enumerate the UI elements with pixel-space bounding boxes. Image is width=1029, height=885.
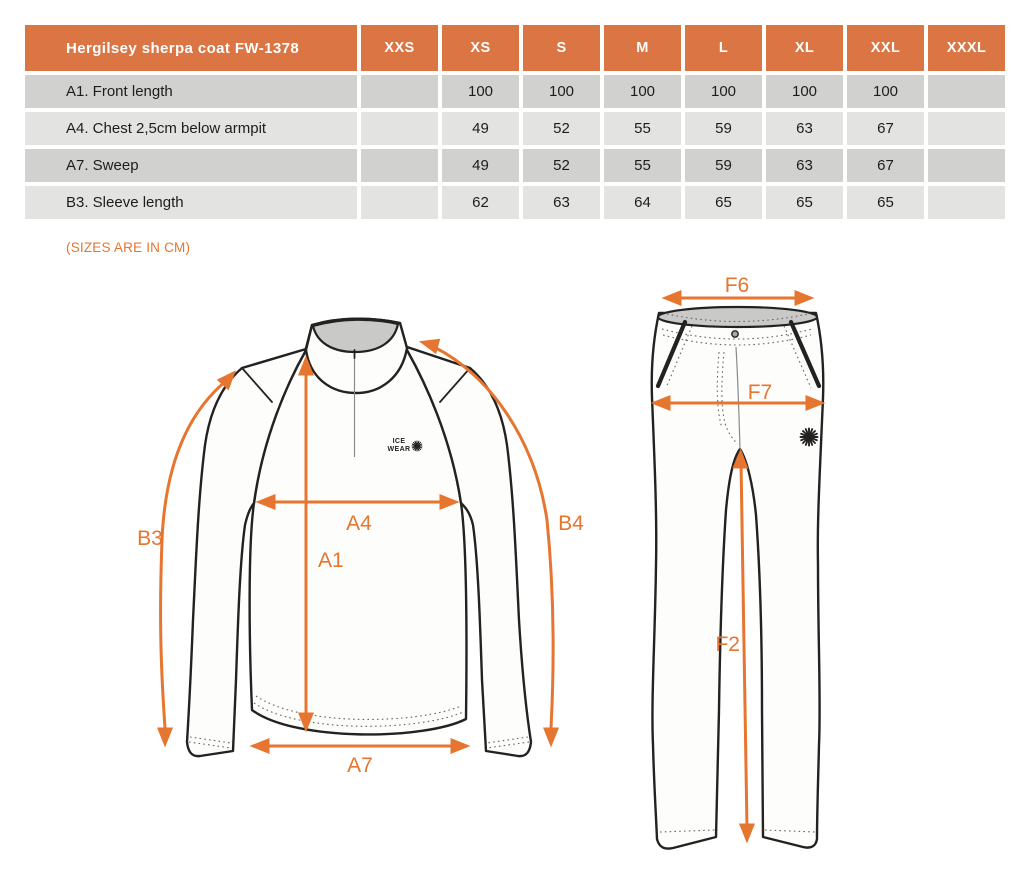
size-value-cell: 62 xyxy=(442,186,519,219)
row-label-chest: A4. Chest 2,5cm below armpit xyxy=(25,112,357,145)
arrowhead-f2-bottom xyxy=(739,824,755,844)
jacket-drawing xyxy=(187,319,531,756)
label-b3: B3 xyxy=(137,527,163,550)
arrowhead-b3-bottom xyxy=(157,728,173,748)
size-value-cell: 65 xyxy=(685,186,762,219)
arrowhead-a7-right xyxy=(451,738,471,754)
size-header-l: L xyxy=(685,25,762,71)
label-a7: A7 xyxy=(347,754,373,777)
size-header-s: S xyxy=(523,25,600,71)
size-value-cell: 55 xyxy=(604,112,681,145)
pants-snowflake-icon xyxy=(801,429,818,446)
size-value-cell: 100 xyxy=(442,75,519,108)
pants-button xyxy=(732,331,738,337)
size-value-cell: 63 xyxy=(523,186,600,219)
icewear-logo-line1: ICE xyxy=(392,438,406,445)
size-header-xxl: XXL xyxy=(847,25,924,71)
arrowhead-b4-bottom xyxy=(543,728,559,748)
arrowhead-a7-left xyxy=(250,738,270,754)
size-value-cell: 55 xyxy=(604,149,681,182)
size-header-xl: XL xyxy=(766,25,843,71)
size-value-cell: 63 xyxy=(766,149,843,182)
size-value-cell: 49 xyxy=(442,112,519,145)
icewear-logo-snowflake-icon xyxy=(412,441,422,451)
size-header-xxs: XXS xyxy=(361,25,438,71)
label-f2: F2 xyxy=(715,633,740,656)
pants-drawing xyxy=(652,307,823,849)
arrowhead-f6-right xyxy=(795,290,815,306)
size-header-m: M xyxy=(604,25,681,71)
size-header-xs: XS xyxy=(442,25,519,71)
size-value-cell: 100 xyxy=(523,75,600,108)
size-value-cell: 59 xyxy=(685,112,762,145)
size-header-xxxl: XXXL xyxy=(928,25,1005,71)
label-b4: B4 xyxy=(558,512,584,535)
size-value-cell: 100 xyxy=(685,75,762,108)
units-note: (SIZES ARE IN CM) xyxy=(66,240,191,255)
arrowhead-f6-left xyxy=(662,290,682,306)
size-value-cell: 100 xyxy=(604,75,681,108)
size-value-cell: 64 xyxy=(604,186,681,219)
label-a4: A4 xyxy=(346,512,372,535)
label-f6: F6 xyxy=(724,274,750,297)
label-a1: A1 xyxy=(318,549,344,572)
icewear-logo-line2: WEAR xyxy=(387,446,411,453)
size-value-cell: 100 xyxy=(766,75,843,108)
size-value-cell: 65 xyxy=(766,186,843,219)
row-label-sweep: A7. Sweep xyxy=(25,149,357,182)
size-value-cell: 49 xyxy=(442,149,519,182)
row-label-front-length: A1. Front length xyxy=(25,75,357,108)
pants-body-outline xyxy=(652,313,823,849)
size-value-cell: 63 xyxy=(766,112,843,145)
size-value-cell: 59 xyxy=(685,149,762,182)
size-value-cell: 65 xyxy=(847,186,924,219)
row-label-sleeve-length: B3. Sleeve length xyxy=(25,186,357,219)
size-value-cell: 67 xyxy=(847,112,924,145)
size-value-cell: 52 xyxy=(523,112,600,145)
label-f7: F7 xyxy=(747,381,773,404)
size-table-title: Hergilsey sherpa coat FW-1378 xyxy=(25,25,357,71)
size-value-cell: 100 xyxy=(847,75,924,108)
size-value-cell: 67 xyxy=(847,149,924,182)
measure-arrow-f2 xyxy=(741,462,747,828)
size-value-cell: 52 xyxy=(523,149,600,182)
